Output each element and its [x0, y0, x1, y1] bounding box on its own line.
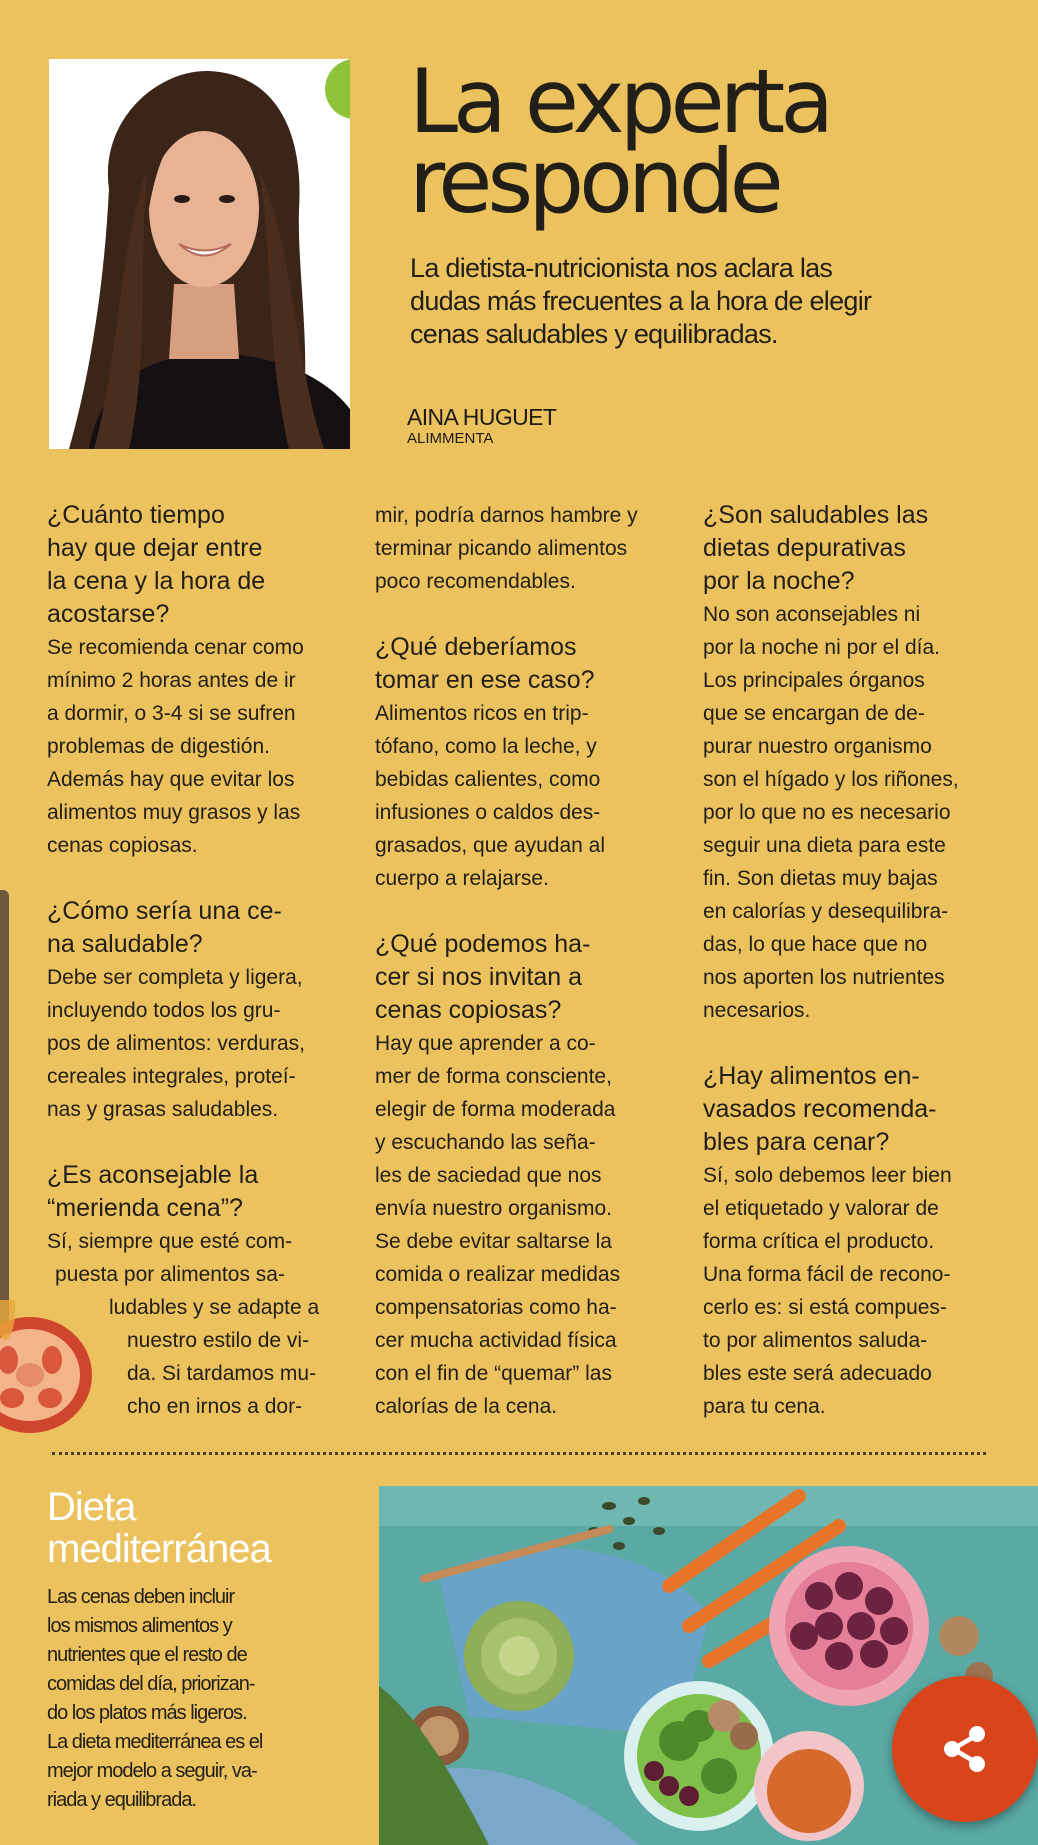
text-line: comida o realizar medidas: [375, 1263, 621, 1286]
text-line: bles para cenar?: [703, 1128, 890, 1156]
answer-text: [703, 1159, 995, 1423]
text-line: Las cenas deben incluir: [47, 1586, 235, 1608]
text-line: por lo que no es necesario: [703, 801, 951, 824]
text-line: terminar picando alimentos: [375, 537, 628, 560]
text-line: cereales integrales, proteí-: [47, 1065, 296, 1088]
text-line: por la noche ni por el día.: [703, 636, 940, 659]
text-line: puesta por alimentos sa-: [55, 1263, 285, 1286]
text-line: Una forma fácil de recono-: [703, 1263, 951, 1286]
text-line: cerlo es: si está compues-: [703, 1296, 947, 1319]
text-line: riada y equilibrada.: [47, 1789, 196, 1811]
text-line: La dieta mediterránea es el: [47, 1731, 263, 1753]
tomato-illustration: [0, 1300, 100, 1440]
text-line: da. Si tardamos mu-: [127, 1362, 317, 1385]
text-line: problemas de digestión.: [47, 735, 270, 758]
text-line: cer si nos invitan a: [375, 963, 583, 991]
text-line: tófano, como la leche, y: [375, 735, 597, 758]
column-1: [47, 499, 339, 1423]
answer-text: [703, 598, 995, 1027]
text-line: alimentos muy grasos y las: [47, 801, 301, 824]
text-line: envía nuestro organismo.: [375, 1197, 612, 1220]
text-line: poco recomendables.: [375, 570, 576, 593]
text-line: ¿Cómo sería una ce-: [47, 897, 282, 925]
text-line: cenas copiosas.: [47, 834, 198, 857]
author-block: [407, 404, 556, 448]
text-line: cho en irnos a dor-: [127, 1395, 303, 1418]
text-line: tomar en ese caso?: [375, 666, 595, 694]
sidebox-title: [47, 1486, 271, 1570]
author-name: AINA HUGUET: [407, 404, 557, 430]
answer-text-continued: [375, 499, 667, 598]
text-line: a dormir, o 3-4 si se sufren: [47, 702, 296, 725]
article-title-line1: La experta: [409, 50, 830, 153]
text-line: ¿Son saludables las: [703, 501, 929, 529]
text-line: ¿Hay alimentos en-: [703, 1062, 920, 1090]
question-heading: [375, 631, 667, 697]
text-line: Además hay que evitar los: [47, 768, 295, 791]
question-heading: [47, 499, 339, 631]
text-line: No son aconsejables ni: [703, 603, 921, 626]
text-line: ¿Qué deberíamos: [375, 633, 577, 661]
answer-text: [375, 697, 667, 895]
text-line: forma crítica el producto.: [703, 1230, 935, 1253]
text-line: seguir una dieta para este: [703, 834, 946, 857]
question-heading: [703, 499, 995, 598]
text-line: das, lo que hace que no: [703, 933, 928, 956]
sidebox-text: [47, 1583, 317, 1815]
text-line: ¿Qué podemos ha-: [375, 930, 591, 958]
text-line: comidas del día, priorizan-: [47, 1673, 255, 1695]
text-line: cuerpo a relajarse.: [375, 867, 549, 890]
text-line: Hay que aprender a co-: [375, 1032, 596, 1055]
text-line: do los platos más ligeros.: [47, 1702, 247, 1724]
section-divider: [52, 1452, 986, 1455]
text-line: infusiones o caldos des-: [375, 801, 601, 824]
text-line: Alimentos ricos en trip-: [375, 702, 589, 725]
share-button[interactable]: [892, 1676, 1038, 1822]
text-line: Se debe evitar saltarse la: [375, 1230, 612, 1253]
text-line: purar nuestro organismo: [703, 735, 932, 758]
text-line: calorías de la cena.: [375, 1395, 558, 1418]
question-heading: [47, 895, 339, 961]
text-line: mer de forma consciente,: [375, 1065, 612, 1088]
author-organization: ALIMMENTA: [407, 430, 494, 447]
text-line: Debe ser completa y ligera,: [47, 966, 303, 989]
text-line: Sí, siempre que esté com-: [47, 1230, 293, 1253]
text-line: bebidas calientes, como: [375, 768, 601, 791]
text-line: nuestro estilo de vi-: [127, 1329, 310, 1352]
text-line: cer mucha actividad física: [375, 1329, 617, 1352]
answer-text: [47, 631, 339, 862]
text-line: na saludable?: [47, 930, 203, 958]
article-title: [409, 50, 830, 233]
text-line: nos aporten los nutrientes: [703, 966, 945, 989]
text-line: el etiquetado y valorar de: [703, 1197, 939, 1220]
side-edge-tab: [0, 890, 9, 1328]
text-line: ¿Es aconsejable la: [47, 1161, 259, 1189]
text-line: Sí, solo debemos leer bien: [703, 1164, 952, 1187]
text-line: ludables y se adapte a: [109, 1296, 320, 1319]
text-line: nutrientes que el resto de: [47, 1644, 247, 1666]
sidebox-title-line1: Dieta: [47, 1485, 136, 1529]
text-line: mínimo 2 horas antes de ir: [47, 669, 296, 692]
text-line: necesarios.: [703, 999, 811, 1022]
text-line: elegir de forma moderada: [375, 1098, 616, 1121]
text-line: y escuchando las seña-: [375, 1131, 596, 1154]
text-line: hay que dejar entre: [47, 534, 263, 562]
answer-text: [375, 1027, 667, 1423]
text-line: les de saciedad que nos: [375, 1164, 602, 1187]
text-line: mejor modelo a seguir, va-: [47, 1760, 257, 1782]
text-line: fin. Son dietas muy bajas: [703, 867, 938, 890]
text-line: incluyendo todos los gru-: [47, 999, 281, 1022]
text-line: nas y grasas saludables.: [47, 1098, 279, 1121]
article-title-line2: responde: [409, 130, 779, 233]
text-line: vasados recomenda-: [703, 1095, 937, 1123]
text-line: mir, podría darnos hambre y: [375, 504, 638, 527]
text-line: que se encargan de de-: [703, 702, 925, 725]
text-line: por la noche?: [703, 567, 855, 595]
text-line: “merienda cena”?: [47, 1194, 243, 1222]
text-line: ¿Cuánto tiempo: [47, 501, 225, 529]
text-line: con el fin de “quemar” las: [375, 1362, 612, 1385]
question-heading: [47, 1159, 339, 1225]
text-line: grasados, que ayudan al: [375, 834, 606, 857]
text-line: dietas depurativas: [703, 534, 906, 562]
sidebox-title-line2: mediterránea: [47, 1527, 271, 1571]
text-line: to por alimentos saluda-: [703, 1329, 928, 1352]
text-line: Los principales órganos: [703, 669, 925, 692]
column-3: [703, 499, 995, 1423]
text-line: para tu cena.: [703, 1395, 826, 1418]
text-line: acostarse?: [47, 600, 170, 628]
text-line: pos de alimentos: verduras,: [47, 1032, 305, 1055]
text-line: los mismos alimentos y: [47, 1615, 232, 1637]
answer-text: [47, 961, 339, 1126]
question-heading: [375, 928, 667, 1027]
expert-portrait: [49, 59, 350, 449]
text-line: compensatorias como ha-: [375, 1296, 617, 1319]
text-line: la cena y la hora de: [47, 567, 266, 595]
text-line: cenas copiosas?: [375, 996, 562, 1024]
question-heading: [703, 1060, 995, 1159]
text-line: son el hígado y los riñones,: [703, 768, 959, 791]
text-line: bles este será adecuado: [703, 1362, 932, 1385]
text-line: Se recomienda cenar como: [47, 636, 304, 659]
text-line: en calorías y desequilibra-: [703, 900, 949, 923]
article-lead: La dietista-nutricionista nos aclara las dudas más frecuentes a la hora de elegir cenas saludables y equilibradas.: [410, 253, 872, 349]
column-2: [375, 499, 667, 1423]
share-icon: [937, 1721, 993, 1777]
